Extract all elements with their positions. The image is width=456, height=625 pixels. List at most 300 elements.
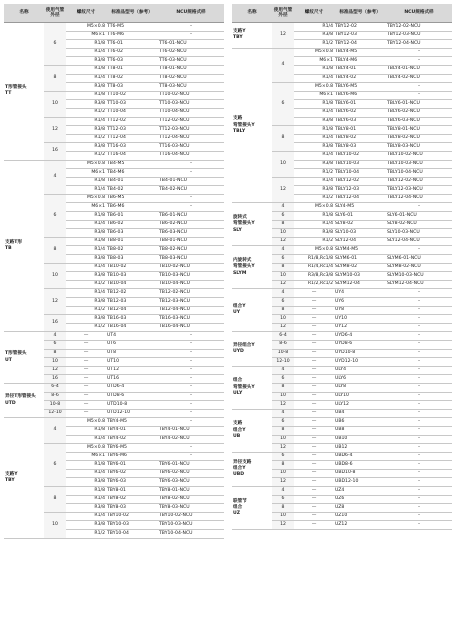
thread-size: R1/4 <box>294 151 334 160</box>
ncu-spec: TB6-03-NCU <box>158 229 224 238</box>
tube-od: 8-6 <box>44 392 66 401</box>
ncu-spec: – <box>158 358 224 367</box>
ncu-spec: TT12-02-NCU <box>158 117 224 126</box>
ncu-spec: TBY8-03-NCU <box>158 504 224 513</box>
model-number: UB8 <box>334 426 386 435</box>
thread-size: R1/8 <box>66 461 106 470</box>
tube-od: 10 <box>272 469 294 478</box>
tube-od: 10 <box>272 392 294 401</box>
thread-size: — <box>294 383 334 392</box>
thread-size: R1/8 <box>294 65 334 74</box>
model-number: TBLY10-02 <box>334 151 386 160</box>
model-number: ULY10 <box>334 392 386 401</box>
thread-size: R3/8 <box>294 143 334 152</box>
thread-size: R3/8 <box>294 160 334 169</box>
thread-size: R1/2 <box>294 237 334 246</box>
thread-size: — <box>294 418 334 427</box>
ncu-spec: – <box>386 512 452 521</box>
thread-size: R1/2 <box>66 323 106 332</box>
thread-size: — <box>294 487 334 496</box>
model-number: SLY4-M5 <box>334 203 386 212</box>
thread-size: R1/2 <box>66 280 106 289</box>
model-number: TB6-M6 <box>106 203 158 212</box>
ncu-spec: TB8-02-NCU <box>158 246 224 255</box>
fitting-name: 支路T形 TB <box>4 160 44 332</box>
thread-size: R3/8 <box>66 100 106 109</box>
model-number: TB6-03 <box>106 229 158 238</box>
thread-size: R3/8 <box>66 298 106 307</box>
model-number: TBY6-02 <box>106 469 158 478</box>
ncu-spec: TB16-04-NCU <box>158 323 224 332</box>
thread-size: R3/8 <box>66 255 106 264</box>
ncu-spec: TBLY6-02-NCU <box>386 108 452 117</box>
thread-size: R1/4 <box>66 48 106 57</box>
ncu-spec: TB10-03-NCU <box>158 272 224 281</box>
thread-size: R1/8 <box>66 212 106 221</box>
ncu-spec: – <box>386 332 452 341</box>
tube-od: 6 <box>272 298 294 307</box>
table-row <box>232 203 452 212</box>
ncu-spec: – <box>386 383 452 392</box>
ncu-spec: SLYM6-01-NCU <box>386 255 452 264</box>
ncu-spec: TBLY8-01-NCU <box>386 126 452 135</box>
tube-od: 6 <box>272 212 294 221</box>
ncu-spec: – <box>386 478 452 487</box>
ncu-spec: TT16-04-NCU <box>158 151 224 160</box>
table-row <box>232 48 452 57</box>
tube-od: 4 <box>44 332 66 341</box>
thread-size: R1/4 <box>66 435 106 444</box>
model-number: TBY10-04 <box>106 530 158 539</box>
thread-size: — <box>66 358 106 367</box>
tube-od: 12 <box>44 366 66 375</box>
fitting-name: 支路 组合Y UB <box>232 409 272 452</box>
thread-size: R1/8 <box>66 65 106 74</box>
tube-od: 12 <box>44 117 66 143</box>
model-number: TBY12-03 <box>334 31 386 40</box>
ncu-spec: – <box>386 435 452 444</box>
ncu-spec: – <box>386 57 452 66</box>
model-number: SLYM4-M5 <box>334 246 386 255</box>
table-row <box>232 289 452 298</box>
model-number: SLYM8-02 <box>334 263 386 272</box>
model-number: TBLY6-02 <box>334 108 386 117</box>
tube-od: 6 <box>272 452 294 461</box>
ncu-spec: – <box>158 194 224 203</box>
model-number: TBLY4-02 <box>334 74 386 83</box>
model-number: UY6 <box>334 298 386 307</box>
model-number: TBLY10-03 <box>334 160 386 169</box>
model-number: UYD6-4 <box>334 332 386 341</box>
model-number: SLY12-04 <box>334 237 386 246</box>
thread-size: R1/2 <box>66 134 106 143</box>
model-number: TT10-04 <box>106 108 158 117</box>
header-od: 使用气管外径 <box>44 4 66 23</box>
tube-od: 6 <box>272 375 294 384</box>
fitting-name: 异径T形管接头 UTD <box>4 383 44 417</box>
header-name: 名称 <box>232 4 272 23</box>
model-number: UY10 <box>334 315 386 324</box>
thread-size: R3/8 <box>66 478 106 487</box>
thread-size: — <box>294 392 334 401</box>
ncu-spec: TB12-02-NCU <box>158 289 224 298</box>
model-number: TBY8-03 <box>106 504 158 513</box>
thread-size: R1/4,Rc1/4 <box>294 263 334 272</box>
model-number: UT10 <box>106 358 158 367</box>
tube-od: 10 <box>44 358 66 367</box>
model-number: TB8-02 <box>106 246 158 255</box>
ncu-spec: TBLY12-04-NCU <box>386 194 452 203</box>
ncu-spec: SLY12-04-NCU <box>386 237 452 246</box>
model-number: TBY6-M5 <box>106 444 158 453</box>
model-number: TT8-03 <box>106 83 158 92</box>
thread-size: R3/8 <box>294 117 334 126</box>
fitting-name: 组合Y UY <box>232 289 272 332</box>
model-number: UTD10-8 <box>106 401 158 410</box>
ncu-spec: TB10-02-NCU <box>158 263 224 272</box>
tube-od: 4 <box>44 418 66 444</box>
model-number: UZ4 <box>334 487 386 496</box>
tube-od: 12-10 <box>272 358 294 367</box>
thread-size: R1/4 <box>294 23 334 32</box>
ncu-spec: – <box>158 383 224 392</box>
ncu-spec: TT6-03-NCU <box>158 57 224 66</box>
tube-od: 4 <box>272 487 294 496</box>
thread-size: R1/2 <box>294 169 334 178</box>
tube-od: 8 <box>272 263 294 272</box>
thread-size: R3/8,Rc3/8 <box>294 272 334 281</box>
ncu-spec: TT12-04-NCU <box>158 134 224 143</box>
model-number: TT12-03 <box>106 126 158 135</box>
ncu-spec: TBLY10-04-NCU <box>386 169 452 178</box>
thread-size: — <box>66 332 106 341</box>
thread-size: M5×0.8 <box>66 160 106 169</box>
model-number: UT6 <box>106 340 158 349</box>
tube-od: 6-4 <box>44 383 66 392</box>
tube-od: 10 <box>272 435 294 444</box>
tube-od: 12 <box>272 23 294 49</box>
ncu-spec: – <box>386 392 452 401</box>
model-number: TB4-M5 <box>106 160 158 169</box>
thread-size: R1/4 <box>294 74 334 83</box>
model-number: UYD12-10 <box>334 358 386 367</box>
model-number: TB10-03 <box>106 272 158 281</box>
header-ncu: NCU规格式样 <box>386 4 452 23</box>
model-number: TB12-03 <box>106 298 158 307</box>
thread-size: M5×0.8 <box>66 194 106 203</box>
thread-size: — <box>294 521 334 530</box>
thread-size: M5×0.8 <box>294 83 334 92</box>
model-number: SLYM6-01 <box>334 255 386 264</box>
thread-size: — <box>294 358 334 367</box>
ncu-spec: TBLY4-02-NCU <box>386 74 452 83</box>
thread-size: R3/8 <box>66 272 106 281</box>
ncu-spec: – <box>158 375 224 384</box>
fitting-name: T形管接头 TT <box>4 23 44 161</box>
thread-size: R1/8 <box>66 177 106 186</box>
ncu-spec: – <box>158 23 224 32</box>
model-number: TBLY6-01 <box>334 100 386 109</box>
tube-od: 10-8 <box>44 401 66 410</box>
model-number: TB8-01 <box>106 237 158 246</box>
thread-size: R1/2 <box>294 40 334 49</box>
fitting-name: 异径支路 组合Y UBD <box>232 452 272 486</box>
table-row <box>232 23 452 32</box>
thread-size: — <box>294 452 334 461</box>
ncu-spec: – <box>386 203 452 212</box>
thread-size: R1/4 <box>66 74 106 83</box>
ncu-spec: – <box>158 418 224 427</box>
model-number: UB12 <box>334 444 386 453</box>
model-number: TBLY4-01 <box>334 65 386 74</box>
ncu-spec: SLYM10-03-NCU <box>386 272 452 281</box>
model-number: TBY12-02 <box>334 23 386 32</box>
ncu-spec: TBY10-04-NCU <box>158 530 224 539</box>
ncu-spec: TB4-02-NCU <box>158 186 224 195</box>
thread-size: R1/4 <box>66 220 106 229</box>
thread-size: — <box>294 401 334 410</box>
fitting-name: 内旋转式 弯管接头Y SLYM <box>232 246 272 289</box>
tube-od: 12 <box>272 478 294 487</box>
ncu-spec: – <box>158 366 224 375</box>
thread-size: R3/8 <box>66 315 106 324</box>
model-number: TB16-03 <box>106 315 158 324</box>
ncu-spec: – <box>158 392 224 401</box>
model-number: TBY8-01 <box>106 487 158 496</box>
header-thread: 螺纹尺寸 <box>294 4 334 23</box>
tube-od: 10 <box>272 315 294 324</box>
model-number: UT16 <box>106 375 158 384</box>
table-row <box>4 160 224 169</box>
thread-size: R1/4 <box>66 495 106 504</box>
model-number: UZ12 <box>334 521 386 530</box>
tube-od: 12 <box>272 323 294 332</box>
model-number: UYD10-8 <box>334 349 386 358</box>
model-number: UB6 <box>334 418 386 427</box>
model-number: TBY10-02 <box>106 512 158 521</box>
ncu-spec: SLY6-01-NCU <box>386 212 452 221</box>
ncu-spec: – <box>386 366 452 375</box>
thread-size: — <box>294 495 334 504</box>
ncu-spec: SLY8-02-NCU <box>386 220 452 229</box>
ncu-spec: – <box>386 48 452 57</box>
thread-size: R3/8 <box>66 229 106 238</box>
ncu-spec: – <box>386 246 452 255</box>
model-number: TBLY10-04 <box>334 169 386 178</box>
left-table-body <box>4 23 224 539</box>
tube-od: 8 <box>272 126 294 152</box>
ncu-spec: – <box>386 504 452 513</box>
table-row <box>232 246 452 255</box>
model-number: TT6-M6 <box>106 31 158 40</box>
model-number: UBD10-8 <box>334 469 386 478</box>
ncu-spec: TT10-02-NCU <box>158 91 224 100</box>
ncu-spec: TBY4-01-NCU <box>158 426 224 435</box>
ncu-spec: – <box>386 323 452 332</box>
tube-od: 6 <box>272 255 294 264</box>
thread-size: M5×0.8 <box>294 203 334 212</box>
fitting-name: 联管节 组合 UZ <box>232 487 272 530</box>
tube-od: 8 <box>272 426 294 435</box>
thread-size: M6×1 <box>66 169 106 178</box>
thread-size: R1/4 <box>66 117 106 126</box>
ncu-spec: – <box>386 418 452 427</box>
thread-size: — <box>294 298 334 307</box>
thread-size: — <box>66 409 106 418</box>
thread-size: — <box>294 409 334 418</box>
thread-size: R1/8 <box>66 237 106 246</box>
ncu-spec: – <box>158 169 224 178</box>
ncu-spec: – <box>158 203 224 212</box>
thread-size: — <box>294 306 334 315</box>
ncu-spec: – <box>158 349 224 358</box>
fitting-name: 支路 弯管接头Y TBLY <box>232 48 272 203</box>
table-row <box>232 332 452 341</box>
ncu-spec: TB6-01-NCU <box>158 212 224 221</box>
table-row <box>232 487 452 496</box>
table-row <box>4 418 224 427</box>
thread-size: R1/2,Rc1/2 <box>294 280 334 289</box>
tube-od: 6 <box>44 23 66 66</box>
ncu-spec: TBY6-01-NCU <box>158 461 224 470</box>
model-number: TBY4-02 <box>106 435 158 444</box>
thread-size: R3/8 <box>294 229 334 238</box>
model-number: UZ6 <box>334 495 386 504</box>
ncu-spec: TT8-01-NCU <box>158 65 224 74</box>
tube-od: 10 <box>272 151 294 177</box>
model-number: TBLY4-M6 <box>334 57 386 66</box>
thread-size: R3/8 <box>66 521 106 530</box>
thread-size: — <box>294 375 334 384</box>
model-number: TT16-04 <box>106 151 158 160</box>
thread-size: R1/8 <box>66 40 106 49</box>
model-number: TB10-02 <box>106 263 158 272</box>
thread-size: R1/2 <box>294 194 334 203</box>
model-number: UBD6-4 <box>334 452 386 461</box>
fitting-name: 异径组合Y UYD <box>232 332 272 366</box>
thread-size: — <box>294 340 334 349</box>
tube-od: 4 <box>272 289 294 298</box>
model-number: UYD8-6 <box>334 340 386 349</box>
model-number: TB10-04 <box>106 280 158 289</box>
thread-size: R1/4 <box>294 134 334 143</box>
thread-size: R1/4 <box>294 177 334 186</box>
ncu-spec: SLYM8-02-NCU <box>386 263 452 272</box>
ncu-spec: TBLY4-01-NCU <box>386 65 452 74</box>
ncu-spec: – <box>158 452 224 461</box>
model-number: TT6-03 <box>106 57 158 66</box>
thread-size: M6×1 <box>294 91 334 100</box>
thread-size: R3/8 <box>294 186 334 195</box>
tube-od: 8 <box>272 306 294 315</box>
model-number: UY8 <box>334 306 386 315</box>
thread-size: — <box>66 401 106 410</box>
ncu-spec: TBY10-02-NCU <box>158 512 224 521</box>
model-number: TT6-02 <box>106 48 158 57</box>
tube-od: 8 <box>272 461 294 470</box>
model-number: TBY4-M5 <box>106 418 158 427</box>
model-number: TB8-03 <box>106 255 158 264</box>
tube-od: 10-8 <box>272 349 294 358</box>
thread-size: M5×0.8 <box>294 48 334 57</box>
thread-size: — <box>66 340 106 349</box>
ncu-spec: – <box>386 487 452 496</box>
tube-od: 12 <box>272 237 294 246</box>
ncu-spec: – <box>158 340 224 349</box>
ncu-spec: TT8-03-NCU <box>158 83 224 92</box>
model-number: TB16-04 <box>106 323 158 332</box>
ncu-spec: – <box>386 401 452 410</box>
ncu-spec: – <box>158 444 224 453</box>
table-row <box>4 332 224 341</box>
ncu-spec: TBY12-03-NCU <box>386 31 452 40</box>
tube-od: 6 <box>272 495 294 504</box>
model-number: TBY4-01 <box>106 426 158 435</box>
model-number: UY12 <box>334 323 386 332</box>
ncu-spec: – <box>386 315 452 324</box>
ncu-spec: TBY10-03-NCU <box>158 521 224 530</box>
model-number: TB6-02 <box>106 220 158 229</box>
tube-od: 12 <box>272 401 294 410</box>
ncu-spec: – <box>158 31 224 40</box>
thread-size: R1/8 <box>66 487 106 496</box>
model-number: TBLY12-04 <box>334 194 386 203</box>
model-number: UY4 <box>334 289 386 298</box>
ncu-spec: TBY6-02-NCU <box>158 469 224 478</box>
model-number: TBLY6-03 <box>334 117 386 126</box>
table-row <box>232 452 452 461</box>
thread-size: R1/2 <box>66 108 106 117</box>
thread-size: R1/8 <box>294 212 334 221</box>
tube-od: 4 <box>272 203 294 212</box>
ncu-spec: TBLY12-03-NCU <box>386 186 452 195</box>
ncu-spec: TBLY8-03-NCU <box>386 143 452 152</box>
thread-size: M5×0.8 <box>66 418 106 427</box>
header-ncu: NCU规格式样 <box>158 4 224 23</box>
model-number: TBLY6-M5 <box>334 83 386 92</box>
thread-size: — <box>294 323 334 332</box>
ncu-spec: TB6-02-NCU <box>158 220 224 229</box>
model-number: TT12-04 <box>106 134 158 143</box>
ncu-spec: TB10-04-NCU <box>158 280 224 289</box>
tube-od: 10 <box>272 229 294 238</box>
thread-size: M6×1 <box>66 31 106 40</box>
model-number: TT10-02 <box>106 91 158 100</box>
tube-od: 6 <box>272 83 294 126</box>
thread-size: R3/8 <box>66 83 106 92</box>
tube-od: 4 <box>44 160 66 194</box>
ncu-spec: – <box>158 401 224 410</box>
ncu-spec: – <box>158 332 224 341</box>
ncu-spec: – <box>386 426 452 435</box>
thread-size: R3/8 <box>66 143 106 152</box>
ncu-spec: – <box>386 495 452 504</box>
thread-size: R1/4 <box>66 289 106 298</box>
model-number: TT6-M5 <box>106 23 158 32</box>
ncu-spec: TT10-04-NCU <box>158 108 224 117</box>
model-number: TB4-02 <box>106 186 158 195</box>
ncu-spec: – <box>158 409 224 418</box>
ncu-spec: – <box>386 91 452 100</box>
model-number: TBLY4-M5 <box>334 48 386 57</box>
fitting-name: T形管接头 UT <box>4 332 44 384</box>
ncu-spec: TB12-03-NCU <box>158 298 224 307</box>
model-number: ULY6 <box>334 375 386 384</box>
spec-table-right <box>232 4 452 530</box>
tube-od: 4 <box>272 409 294 418</box>
tube-od: 16 <box>44 375 66 384</box>
thread-size: — <box>294 444 334 453</box>
